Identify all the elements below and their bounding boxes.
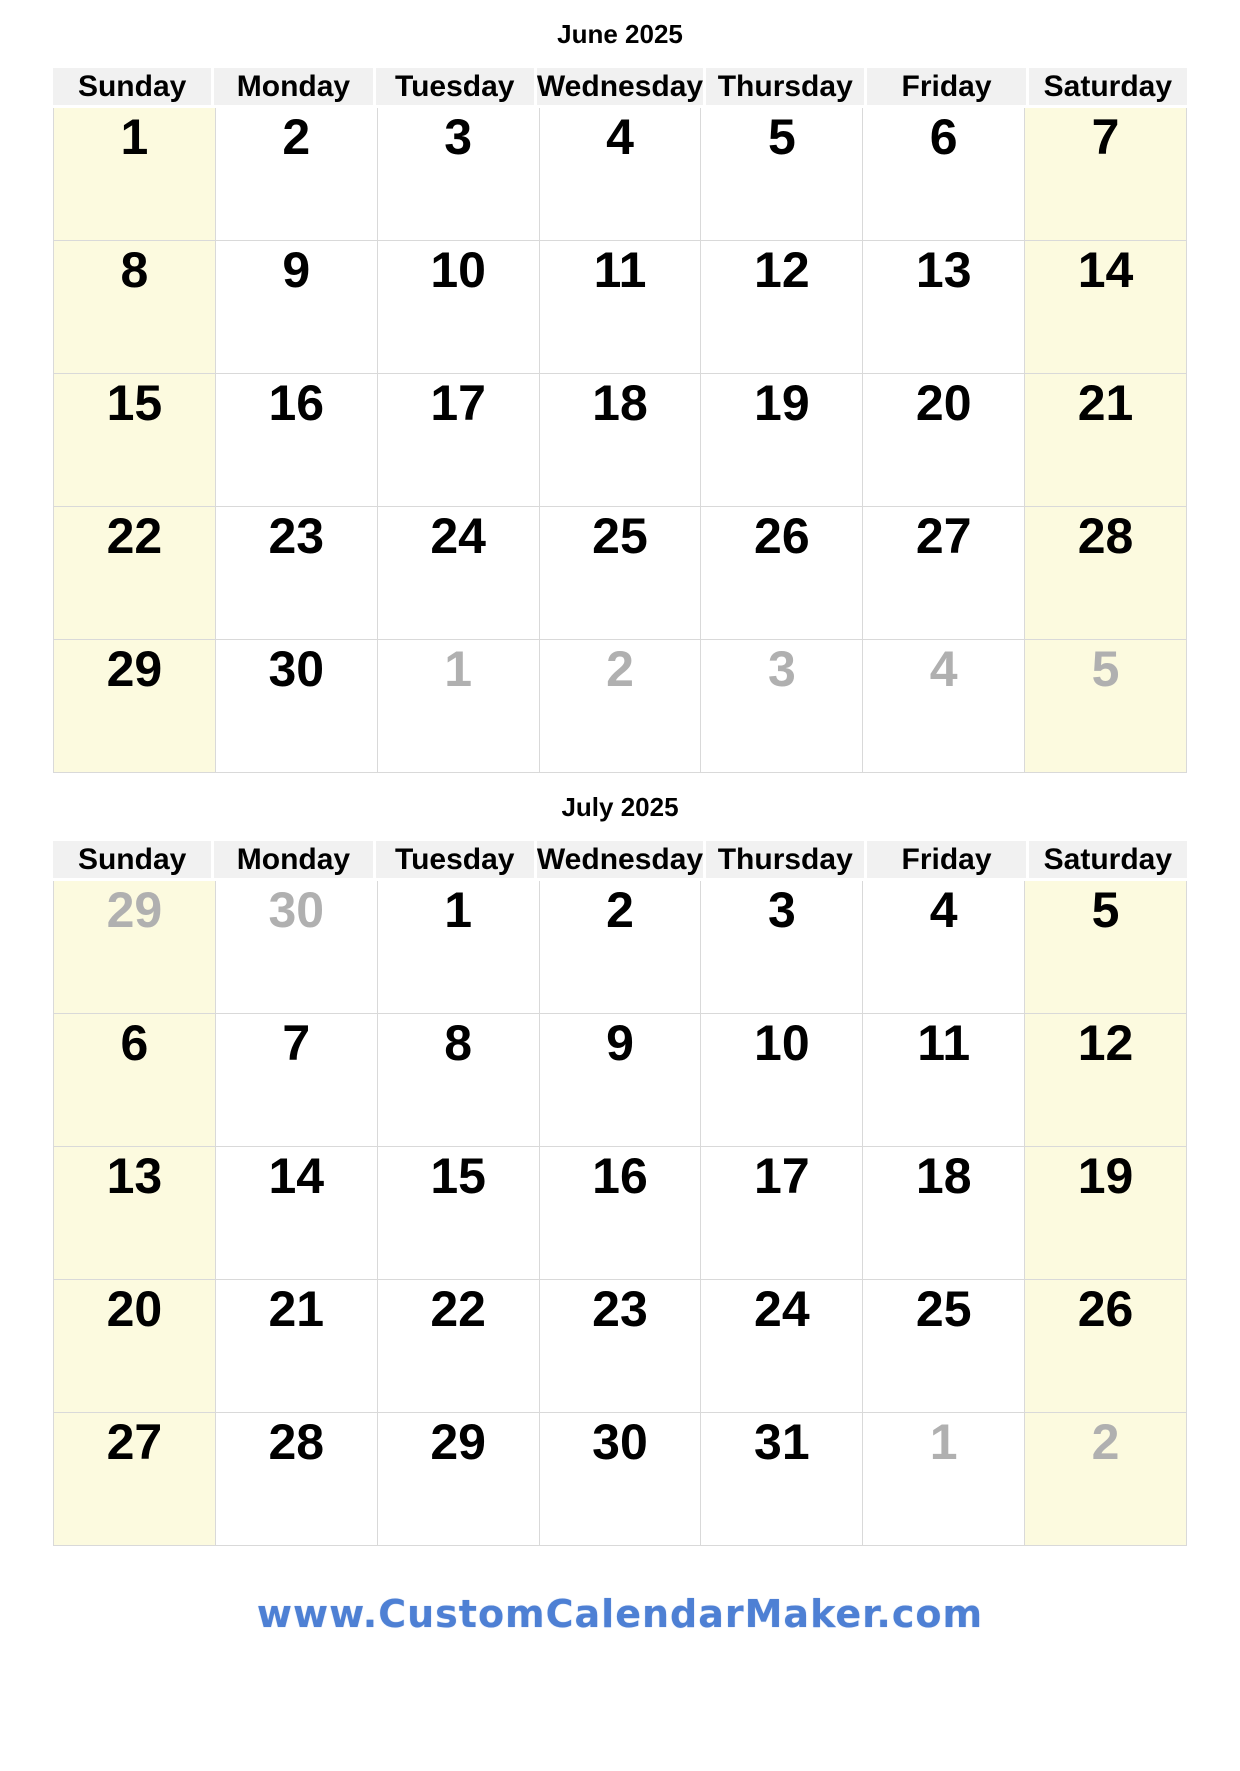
- day-number: 4: [606, 109, 634, 165]
- day-cell: [540, 881, 702, 1014]
- day-cell: [701, 241, 863, 374]
- day-cell: [1025, 881, 1187, 1014]
- day-number: 7: [1091, 109, 1120, 165]
- day-number: 1: [929, 1414, 958, 1470]
- day-number: 26: [754, 508, 810, 564]
- month-calendar: [53, 16, 1187, 773]
- day-cell: [540, 1014, 702, 1147]
- day-cell: [378, 1147, 540, 1280]
- day-cell: [540, 1413, 702, 1546]
- day-number: 2: [1091, 1414, 1120, 1470]
- day-number: 5: [1091, 882, 1120, 938]
- weekday-header: Saturday: [1029, 68, 1187, 105]
- day-cell: [863, 881, 1025, 1014]
- calendars-container: [0, 16, 1240, 1546]
- day-number: 31: [754, 1414, 810, 1470]
- day-number: 5: [1091, 641, 1120, 697]
- day-number: 11: [593, 242, 647, 298]
- weekday-header: Tuesday: [376, 841, 534, 878]
- day-number: 22: [106, 508, 163, 564]
- day-number: 29: [106, 641, 163, 697]
- day-cell: [863, 507, 1025, 640]
- day-number: 16: [592, 1148, 648, 1204]
- day-number: 2: [606, 882, 634, 938]
- day-cell: [216, 881, 378, 1014]
- day-cell: [1025, 374, 1187, 507]
- day-number: 18: [592, 375, 648, 431]
- day-cell: [54, 507, 216, 640]
- month-calendar: [53, 789, 1187, 1546]
- day-cell: [540, 507, 702, 640]
- day-cell: [701, 640, 863, 773]
- day-cell: [1025, 1280, 1187, 1413]
- day-number: 10: [430, 242, 486, 298]
- day-number: 3: [444, 109, 473, 165]
- day-number: 7: [282, 1015, 311, 1071]
- day-number: 9: [606, 1015, 634, 1071]
- day-number: 24: [430, 508, 486, 564]
- day-cell: [701, 1413, 863, 1546]
- day-number: 25: [592, 508, 648, 564]
- day-number: 15: [106, 375, 163, 431]
- day-number: 21: [1077, 375, 1134, 431]
- day-number: 13: [915, 242, 972, 298]
- day-number: 5: [767, 109, 796, 165]
- day-cell: [54, 640, 216, 773]
- day-cell: [863, 640, 1025, 773]
- day-number: 23: [592, 1281, 648, 1337]
- day-cell: [701, 1147, 863, 1280]
- day-cell: [216, 374, 378, 507]
- day-number: 17: [430, 375, 486, 431]
- day-cell: [378, 507, 540, 640]
- day-number: 30: [268, 882, 325, 938]
- day-cell: [1025, 1014, 1187, 1147]
- month-title: June 2025: [557, 19, 683, 49]
- day-cell: [1025, 1413, 1187, 1546]
- day-number: 6: [120, 1015, 149, 1071]
- day-cell: [378, 640, 540, 773]
- day-number: 30: [268, 641, 325, 697]
- weekday-header-row: [53, 68, 1187, 105]
- day-number: 18: [915, 1148, 972, 1204]
- weekday-header: Monday: [214, 841, 372, 878]
- day-cell: [378, 881, 540, 1014]
- weekday-header: Thursday: [706, 841, 864, 878]
- weekday-header: Wednesday: [536, 843, 704, 876]
- day-number: 17: [754, 1148, 810, 1204]
- day-cell: [378, 1413, 540, 1546]
- day-number: 2: [606, 641, 634, 697]
- day-number: 26: [1077, 1281, 1134, 1337]
- day-number: 4: [929, 641, 958, 697]
- day-number: 15: [430, 1148, 486, 1204]
- day-number: 4: [929, 882, 958, 938]
- day-number: 13: [106, 1148, 163, 1204]
- day-number: 28: [268, 1414, 325, 1470]
- day-grid: [53, 881, 1187, 1546]
- day-cell: [216, 241, 378, 374]
- weekday-header-row: [53, 841, 1187, 878]
- day-cell: [378, 241, 540, 374]
- day-number: 2: [282, 109, 311, 165]
- day-cell: [378, 1280, 540, 1413]
- day-number: 30: [592, 1414, 648, 1470]
- day-cell: [216, 1147, 378, 1280]
- day-cell: [540, 1147, 702, 1280]
- day-cell: [378, 374, 540, 507]
- day-cell: [216, 507, 378, 640]
- weekday-header: Tuesday: [376, 68, 534, 105]
- day-number: 14: [268, 1148, 325, 1204]
- day-cell: [54, 241, 216, 374]
- day-number: 28: [1077, 508, 1134, 564]
- day-cell: [54, 374, 216, 507]
- day-number: 3: [767, 641, 796, 697]
- day-cell: [863, 374, 1025, 507]
- day-number: 19: [754, 375, 810, 431]
- day-number: 1: [444, 882, 473, 938]
- day-number: 23: [268, 508, 325, 564]
- day-cell: [540, 374, 702, 507]
- day-cell: [540, 241, 702, 374]
- day-cell: [863, 1014, 1025, 1147]
- day-cell: [540, 1280, 702, 1413]
- day-cell: [701, 881, 863, 1014]
- day-cell: [216, 1280, 378, 1413]
- weekday-header: Friday: [867, 841, 1025, 878]
- day-cell: [378, 108, 540, 241]
- month-title: July 2025: [561, 792, 679, 822]
- day-number: 1: [444, 641, 473, 697]
- day-number: 11: [917, 1015, 971, 1071]
- day-cell: [1025, 108, 1187, 241]
- day-cell: [540, 108, 702, 241]
- day-cell: [701, 108, 863, 241]
- day-number: 10: [754, 1015, 810, 1071]
- day-cell: [1025, 241, 1187, 374]
- day-number: 21: [268, 1281, 325, 1337]
- day-cell: [216, 640, 378, 773]
- day-cell: [863, 1413, 1025, 1546]
- day-number: 19: [1077, 1148, 1134, 1204]
- day-cell: [863, 1280, 1025, 1413]
- day-cell: [701, 507, 863, 640]
- day-number: 29: [106, 882, 163, 938]
- weekday-header: Saturday: [1029, 841, 1187, 878]
- day-number: 22: [430, 1281, 486, 1337]
- weekday-header: Friday: [867, 68, 1025, 105]
- day-number: 12: [754, 242, 810, 298]
- day-cell: [863, 108, 1025, 241]
- day-cell: [701, 1014, 863, 1147]
- weekday-header: Sunday: [53, 68, 211, 105]
- day-cell: [54, 1147, 216, 1280]
- day-cell: [701, 374, 863, 507]
- day-number: 24: [754, 1281, 810, 1337]
- day-cell: [216, 108, 378, 241]
- day-number: 29: [430, 1414, 486, 1470]
- day-number: 14: [1077, 242, 1134, 298]
- day-cell: [54, 881, 216, 1014]
- day-number: 12: [1077, 1015, 1134, 1071]
- watermark-link[interactable]: www.CustomCalendarMaker.com: [256, 1592, 984, 1636]
- day-cell: [1025, 507, 1187, 640]
- day-number: 16: [268, 375, 325, 431]
- day-number: 6: [929, 109, 958, 165]
- day-number: 9: [282, 242, 311, 298]
- day-number: 27: [106, 1414, 163, 1470]
- weekday-header: Wednesday: [536, 70, 704, 103]
- day-number: 3: [767, 882, 796, 938]
- weekday-header: Sunday: [53, 841, 211, 878]
- day-cell: [54, 108, 216, 241]
- day-cell: [54, 1014, 216, 1147]
- day-number: 1: [120, 109, 149, 165]
- day-grid: [53, 108, 1187, 773]
- day-number: 27: [915, 508, 972, 564]
- calendar-page: [0, 16, 1240, 1771]
- day-number: 25: [915, 1281, 972, 1337]
- day-number: 8: [120, 242, 149, 298]
- day-cell: [863, 241, 1025, 374]
- day-cell: [1025, 640, 1187, 773]
- day-cell: [54, 1413, 216, 1546]
- day-cell: [54, 1280, 216, 1413]
- day-number: 8: [444, 1015, 473, 1071]
- day-cell: [540, 640, 702, 773]
- day-number: 20: [106, 1281, 163, 1337]
- day-cell: [378, 1014, 540, 1147]
- day-number: 20: [915, 375, 972, 431]
- day-cell: [701, 1280, 863, 1413]
- day-cell: [863, 1147, 1025, 1280]
- day-cell: [1025, 1147, 1187, 1280]
- day-cell: [216, 1014, 378, 1147]
- weekday-header: Thursday: [706, 68, 864, 105]
- day-cell: [216, 1413, 378, 1546]
- weekday-header: Monday: [214, 68, 372, 105]
